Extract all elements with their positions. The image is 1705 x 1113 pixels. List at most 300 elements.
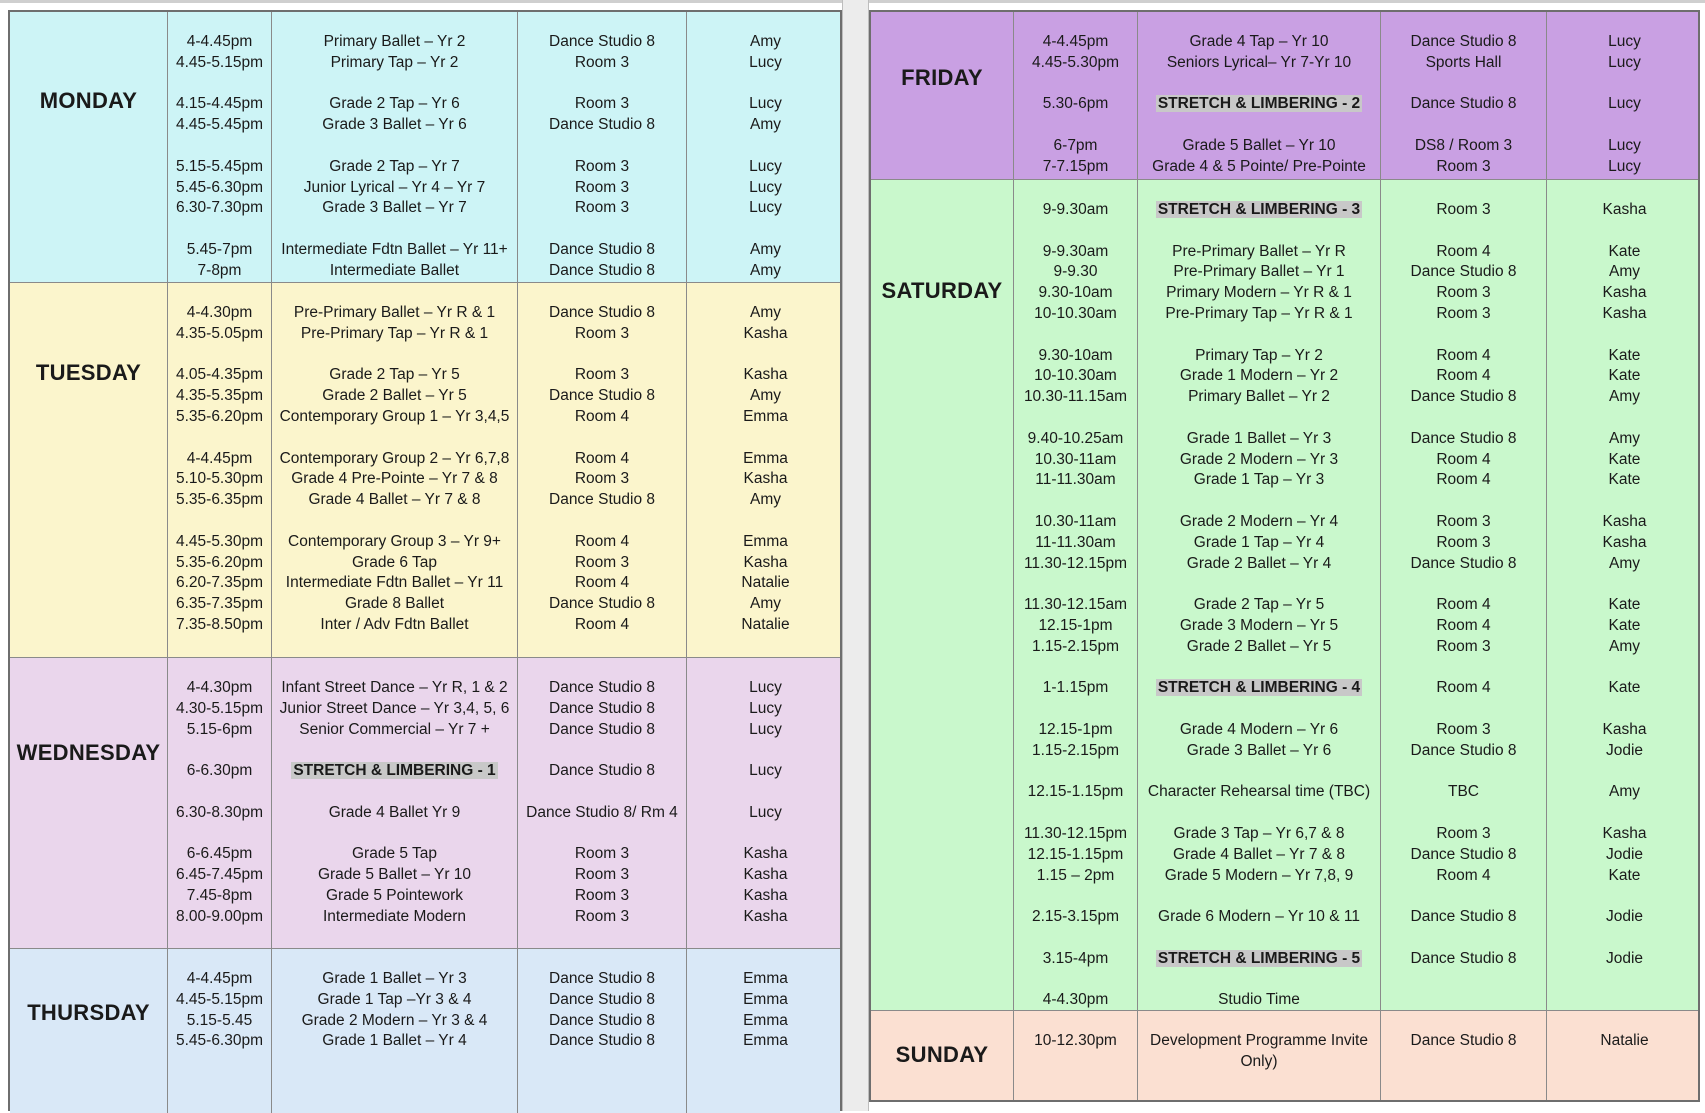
time-column — [168, 658, 272, 948]
teacher-column — [687, 658, 844, 948]
teacher-name: Lucy — [749, 199, 782, 217]
blank-line — [518, 824, 686, 845]
class-name: Grade 3 Modern – Yr 5 — [1179, 616, 1339, 634]
room-name: Room 3 — [574, 845, 630, 863]
time-slot: 12.15-1.15pm — [1027, 783, 1124, 801]
blank-line — [1014, 408, 1137, 429]
blank-line — [687, 345, 844, 366]
room-name: Room 4 — [1436, 679, 1491, 697]
day-label-text: TUESDAY — [35, 360, 142, 385]
teacher-name: Amy — [750, 261, 781, 279]
class-name — [1138, 94, 1380, 115]
room-name: Room 3 — [574, 907, 630, 925]
teacher-name: Lucy — [1608, 136, 1641, 154]
class-name: Grade 2 Modern – Yr 3 & 4 — [301, 1011, 488, 1029]
room-name: Room 3 — [1436, 512, 1491, 530]
class-name: Grade 2 Tap – Yr 5 — [1193, 596, 1325, 614]
teacher-name: Kasha — [1602, 512, 1647, 530]
blank-line — [272, 345, 517, 366]
blank-line — [1014, 928, 1137, 949]
time-slot: 4.45-5.15pm — [175, 990, 264, 1008]
blank-line — [1014, 969, 1137, 990]
blank-line — [1138, 325, 1380, 346]
blank-line — [1381, 886, 1546, 907]
blank-line — [272, 136, 517, 157]
time-slot: 11-11.30am — [1035, 471, 1116, 489]
room-name: Dance Studio 8 — [549, 699, 655, 717]
blank-line — [518, 219, 686, 240]
blank-line — [1547, 574, 1702, 595]
room-name: Dance Studio 8 — [549, 1032, 655, 1050]
blank-line — [1138, 221, 1380, 242]
class-name: Grade 1 Ballet – Yr 3 — [1186, 429, 1332, 447]
blank-line — [687, 219, 844, 240]
class-name: Grade 3 Ballet – Yr 6 — [1186, 741, 1332, 759]
class-name: Seniors Lyrical– Yr 7-Yr 10 — [1166, 53, 1352, 71]
blank-line — [272, 428, 517, 449]
time-slot: 11.30-12.15am — [1023, 596, 1128, 614]
room-name: Room 4 — [1436, 242, 1491, 260]
class-name: Primary Modern – Yr R & 1 — [1166, 284, 1352, 302]
room-name: Room 4 — [1436, 471, 1491, 489]
teacher-name: Kate — [1608, 346, 1641, 364]
blank-line — [1547, 969, 1702, 990]
class-name: Pre-Primary Tap – Yr R & 1 — [300, 324, 489, 342]
blank-line — [168, 782, 271, 803]
teacher-name: Amy — [1609, 429, 1640, 447]
teacher-name: Kasha — [743, 553, 788, 571]
time-slot: 9-9.30am — [1042, 201, 1109, 218]
room-name: Dance Studio 8 — [549, 33, 655, 50]
room-name: Room 3 — [1436, 304, 1491, 322]
teacher-name: Emma — [743, 990, 788, 1008]
time-slot: 9.30-10am — [1038, 346, 1113, 364]
blank-line — [1138, 928, 1380, 949]
class-column — [1138, 12, 1381, 179]
blank-line — [1381, 928, 1546, 949]
time-slot: 10-10.30am — [1034, 367, 1117, 385]
class-name: Contemporary Group 2 – Yr 6,7,8 — [279, 449, 510, 467]
teacher-name: Emma — [743, 532, 788, 550]
blank-line — [168, 219, 271, 240]
class-name: Grade 2 Modern – Yr 3 — [1179, 450, 1339, 468]
stretch-limbering-highlight: STRETCH & LIMBERING - 3 — [1157, 201, 1361, 218]
room-name: Dance Studio 8 — [1410, 741, 1517, 759]
class-name: Grade 4 Modern – Yr 6 — [1179, 720, 1339, 738]
class-name: Grade 2 Ballet – Yr 5 — [1186, 637, 1332, 655]
time-slot: 4.05-4.35pm — [175, 366, 264, 384]
blank-line — [272, 782, 517, 803]
blank-line — [1138, 762, 1380, 783]
class-name: Grade 1 Tap – Yr 4 — [1193, 533, 1325, 551]
room-name: Dance Studio 8 — [1410, 908, 1517, 926]
teacher-name: Amy — [750, 304, 781, 321]
time-slot: 5.15-5.45 — [186, 1011, 253, 1029]
blank-line — [1547, 325, 1702, 346]
class-name: Inter / Adv Fdtn Ballet — [320, 615, 469, 633]
teacher-name: Jodie — [1605, 949, 1644, 967]
time-column — [1014, 1011, 1138, 1100]
time-slot: 9-9.30 — [1053, 263, 1098, 281]
teacher-name: Amy — [750, 595, 781, 613]
blank-line — [1381, 221, 1546, 242]
teacher-name: Emma — [743, 1032, 788, 1050]
room-name: Room 4 — [1436, 866, 1491, 884]
class-name: Grade 2 Tap – Yr 6 — [329, 95, 460, 113]
time-slot: 5.45-7pm — [186, 240, 253, 258]
time-slot: 12.15-1pm — [1038, 616, 1113, 634]
teacher-column — [687, 283, 844, 657]
blank-line — [1014, 803, 1137, 824]
time-slot: 5.45-6.30pm — [175, 1032, 264, 1050]
teacher-name: Lucy — [749, 53, 782, 71]
time-slot: 1.15 – 2pm — [1036, 866, 1115, 884]
room-name: Dance Studio 8 — [549, 261, 655, 279]
time-slot: 9.30-10am — [1038, 284, 1113, 302]
room-name: Room 4 — [574, 407, 630, 425]
blank-line — [1014, 762, 1137, 783]
teacher-name: Natalie — [1600, 1032, 1649, 1049]
time-slot: 5.15-6pm — [186, 720, 253, 738]
time-slot: 4.15-4.45pm — [175, 95, 264, 113]
time-slot: 1-1.15pm — [1042, 679, 1109, 697]
class-name: Grade 1 Tap –Yr 3 & 4 — [317, 990, 472, 1008]
blank-line — [272, 219, 517, 240]
day-label-text: MONDAY — [39, 88, 138, 113]
teacher-name: Lucy — [1608, 95, 1641, 113]
timetable-right — [869, 10, 1700, 1102]
time-slot: 6.45-7.45pm — [175, 866, 264, 884]
stretch-limbering-highlight: STRETCH & LIMBERING - 1 — [293, 762, 496, 780]
class-name: Pre-Primary Ballet – Yr 1 — [1173, 263, 1345, 281]
day-label-friday — [871, 12, 1014, 179]
day-block-tuesday — [10, 283, 840, 658]
time-column — [168, 283, 272, 657]
teacher-name: Kasha — [743, 470, 788, 488]
teacher-name: Lucy — [1608, 157, 1641, 175]
room-name: Room 4 — [1436, 346, 1491, 364]
room-name: Dance Studio 8 — [549, 720, 655, 738]
teacher-name: Amy — [1609, 263, 1640, 281]
teacher-name: Lucy — [1608, 33, 1641, 50]
blank-line — [518, 428, 686, 449]
class-name: Primary Tap – Yr 2 — [1195, 346, 1323, 364]
blank-line — [1138, 115, 1380, 136]
time-slot: 10.30-11am — [1034, 512, 1117, 530]
class-name: Grade 3 Tap – Yr 6,7 & 8 — [1173, 824, 1345, 842]
time-slot: 4-4.30pm — [186, 679, 253, 696]
teacher-name: Natalie — [741, 574, 790, 592]
teacher-name: Kasha — [743, 366, 788, 384]
time-slot: 4.35-5.35pm — [175, 387, 264, 405]
blank-line — [518, 782, 686, 803]
teacher-name: Kasha — [1602, 824, 1647, 842]
teacher-name: Amy — [750, 387, 781, 405]
class-name: Primary Ballet – Yr 2 — [1188, 388, 1330, 406]
class-name: Grade 2 Ballet – Yr 5 — [322, 387, 467, 405]
blank-line — [1138, 74, 1380, 95]
room-name: Room 4 — [1436, 596, 1491, 614]
blank-line — [1014, 886, 1137, 907]
teacher-name: Kasha — [1602, 533, 1647, 551]
blank-line — [687, 74, 844, 95]
teacher-name: Amy — [1609, 783, 1640, 801]
blank-line — [1547, 221, 1702, 242]
class-name: Grade 2 Tap – Yr 7 — [329, 157, 460, 175]
room-name: Dance Studio 8 — [549, 116, 655, 134]
blank-line — [272, 511, 517, 532]
blank-line — [1547, 115, 1702, 136]
time-slot: 4-4.45pm — [186, 449, 253, 467]
blank-line — [518, 74, 686, 95]
blank-line — [1014, 491, 1137, 512]
room-name: Room 4 — [1436, 367, 1491, 385]
time-slot: 4.35-5.05pm — [175, 324, 264, 342]
room-name: Room 3 — [1436, 533, 1491, 551]
class-name: Grade 4 Pre-Pointe – Yr 7 & 8 — [291, 470, 498, 488]
blank-line — [1547, 699, 1702, 720]
class-name: Pre-Primary Ballet – Yr R — [1172, 242, 1346, 260]
time-slot: 5.15-5.45pm — [175, 157, 264, 175]
blank-line — [1381, 969, 1546, 990]
time-slot: 5.30-6pm — [1042, 95, 1109, 113]
room-column — [1381, 12, 1547, 179]
class-name: Primary Ballet – Yr 2 — [323, 33, 466, 50]
class-column — [1138, 180, 1381, 1010]
room-name: TBC — [1448, 783, 1479, 801]
teacher-name: Amy — [1609, 554, 1640, 572]
class-name: Grade 5 Tap — [351, 845, 438, 863]
teacher-name: Kate — [1608, 679, 1641, 697]
room-name: Room 3 — [574, 366, 630, 384]
class-name: Intermediate Fdtn Ballet – Yr 11 — [285, 574, 504, 592]
class-name: Grade 4 Tap – Yr 10 — [1189, 33, 1329, 50]
teacher-name: Kate — [1608, 471, 1641, 489]
blank-line — [687, 428, 844, 449]
blank-line — [1014, 325, 1137, 346]
time-slot: 10-10.30am — [1034, 304, 1117, 322]
teacher-name: Kasha — [1602, 201, 1647, 218]
class-name: Grade 4 Ballet – Yr 7 & 8 — [1172, 845, 1346, 863]
time-slot: 4.45-5.45pm — [175, 116, 264, 134]
class-column — [272, 12, 518, 282]
teacher-name: Emma — [743, 407, 788, 425]
teacher-name: Jodie — [1605, 908, 1644, 926]
teacher-name: Lucy — [749, 720, 782, 738]
time-slot: 5.45-6.30pm — [175, 178, 264, 196]
blank-line — [518, 740, 686, 761]
blank-line — [1138, 408, 1380, 429]
class-name: Grade 1 Ballet – Yr 4 — [322, 1032, 467, 1050]
teacher-column — [1547, 12, 1702, 179]
class-name: Grade 4 Ballet – Yr 7 & 8 — [308, 491, 481, 509]
teacher-name: Kate — [1608, 616, 1641, 634]
room-name: Dance Studio 8 — [549, 387, 655, 405]
time-slot: 6.30-8.30pm — [175, 803, 264, 821]
blank-line — [1381, 990, 1546, 1011]
blank-line — [687, 740, 844, 761]
blank-line — [518, 136, 686, 157]
blank-line — [687, 136, 844, 157]
class-column — [272, 658, 518, 948]
teacher-name: Amy — [750, 240, 781, 258]
blank-line — [1138, 491, 1380, 512]
class-name: Contemporary Group 1 – Yr 3,4,5 — [279, 407, 510, 425]
class-name: Grade 1 Tap – Yr 3 — [1193, 471, 1325, 489]
room-name: Room 3 — [574, 199, 630, 217]
time-column — [1014, 12, 1138, 179]
blank-line — [1381, 803, 1546, 824]
class-name: Pre-Primary Ballet – Yr R & 1 — [293, 304, 496, 321]
time-slot: 4-4.45pm — [186, 970, 253, 987]
blank-line — [272, 740, 517, 761]
time-slot: 4-4.45pm — [1042, 33, 1109, 50]
blank-line — [1014, 699, 1137, 720]
blank-line — [518, 345, 686, 366]
teacher-name: Kasha — [743, 845, 788, 863]
teacher-name: Kate — [1608, 866, 1641, 884]
time-slot: 4-4.30pm — [186, 304, 253, 321]
teacher-name: Kate — [1608, 450, 1641, 468]
room-name: DS8 / Room 3 — [1414, 136, 1513, 154]
day-label-text: FRIDAY — [901, 65, 983, 90]
blank-line — [272, 824, 517, 845]
day-block-sunday — [871, 1011, 1698, 1100]
class-name: Development Programme Invite Only) — [1150, 1032, 1368, 1070]
room-name: Room 3 — [574, 157, 630, 175]
blank-line — [1381, 658, 1546, 679]
blank-line — [1138, 699, 1380, 720]
room-name: Room 3 — [1436, 157, 1491, 175]
time-slot: 10-12.30pm — [1034, 1032, 1117, 1049]
day-block-saturday — [871, 180, 1698, 1011]
class-name: Grade 5 Pointework — [326, 886, 463, 904]
room-column — [518, 658, 687, 948]
class-name — [272, 761, 517, 782]
room-name: Room 3 — [1436, 201, 1491, 218]
blank-line — [687, 824, 844, 845]
room-name: Room 3 — [574, 95, 630, 113]
time-slot: 4.45-5.15pm — [175, 53, 264, 71]
teacher-name: Amy — [750, 491, 781, 509]
class-name: Grade 6 Modern – Yr 10 & 11 — [1158, 908, 1360, 926]
room-name: Dance Studio 8 — [1410, 949, 1517, 967]
day-label-text: THURSDAY — [27, 1000, 150, 1025]
room-name: Room 3 — [1436, 284, 1491, 302]
blank-line — [687, 511, 844, 532]
time-slot: 5.35-6.35pm — [175, 491, 264, 509]
room-name: Dance Studio 8 — [1410, 429, 1517, 447]
room-name: Dance Studio 8 — [549, 1011, 655, 1029]
time-slot: 5.10-5.30pm — [175, 470, 264, 488]
time-slot: 4.30-5.15pm — [175, 699, 264, 717]
blank-line — [1547, 886, 1702, 907]
stretch-limbering-highlight: STRETCH & LIMBERING - 4 — [1157, 679, 1361, 697]
class-name: Grade 3 Ballet – Yr 6 — [322, 116, 467, 134]
class-name: Intermediate Modern — [322, 907, 467, 925]
class-name: Primary Tap – Yr 2 — [330, 53, 459, 71]
teacher-name: Kasha — [743, 866, 788, 884]
time-slot: 8.00-9.00pm — [175, 907, 264, 925]
blank-line — [1381, 699, 1546, 720]
teacher-column — [687, 949, 844, 1113]
class-name: Character Rehearsal time (TBC) — [1147, 783, 1371, 801]
time-slot: 11.30-12.15pm — [1023, 554, 1128, 572]
teacher-name: Kasha — [1602, 284, 1647, 302]
room-column — [518, 283, 687, 657]
class-name: Intermediate Ballet — [329, 261, 460, 279]
room-column — [1381, 1011, 1547, 1100]
blank-line — [518, 511, 686, 532]
room-name: Dance Studio 8 — [549, 491, 655, 509]
room-name: Dance Studio 8/ Rm 4 — [526, 803, 678, 821]
class-name: Intermediate Fdtn Ballet – Yr 11+ — [281, 240, 508, 258]
class-name: Studio Time — [1218, 991, 1300, 1009]
time-slot: 11-11.30am — [1035, 533, 1116, 551]
day-label-thursday — [10, 949, 168, 1113]
blank-line — [1014, 74, 1137, 95]
time-column — [1014, 180, 1138, 1010]
time-slot: 11.30-12.15pm — [1023, 824, 1128, 842]
class-name: Grade 6 Tap — [351, 553, 438, 571]
room-name: Room 4 — [574, 532, 630, 550]
class-name: Contemporary Group 3 – Yr 9+ — [288, 532, 501, 550]
teacher-name: Kate — [1608, 367, 1641, 385]
teacher-name: Lucy — [749, 95, 782, 113]
time-slot: 12.15-1pm — [1038, 720, 1113, 738]
class-name: Grade 1 Modern – Yr 2 — [1179, 367, 1339, 385]
room-name: Dance Studio 8 — [549, 240, 655, 258]
teacher-name: Jodie — [1605, 845, 1644, 863]
blank-line — [1381, 115, 1546, 136]
day-label-text: SATURDAY — [881, 278, 1003, 303]
teacher-name: Emma — [743, 1011, 788, 1029]
day-block-friday — [871, 12, 1698, 180]
class-name: Grade 2 Modern – Yr 4 — [1179, 512, 1339, 530]
blank-line — [1381, 491, 1546, 512]
time-slot: 6.30-7.30pm — [175, 199, 264, 217]
class-name: Grade 2 Tap – Yr 5 — [329, 366, 460, 384]
time-slot: 9-9.30am — [1042, 242, 1109, 260]
room-name: Dance Studio 8 — [549, 595, 655, 613]
room-name: Room 3 — [574, 178, 630, 196]
room-name: Dance Studio 8 — [549, 990, 655, 1008]
day-label-monday — [10, 12, 168, 282]
teacher-name: Lucy — [749, 699, 782, 717]
blank-line — [168, 511, 271, 532]
class-name: Grade 2 Ballet – Yr 4 — [1186, 554, 1332, 572]
time-slot: 6.20-7.35pm — [175, 574, 264, 592]
class-name: Junior Lyrical – Yr 4 – Yr 7 — [303, 178, 486, 196]
stretch-limbering-highlight: STRETCH & LIMBERING - 5 — [1157, 949, 1361, 967]
teacher-name: Lucy — [749, 157, 782, 175]
blank-line — [1547, 762, 1702, 783]
time-slot: 10.30-11.15am — [1023, 388, 1128, 406]
teacher-name: Kasha — [743, 886, 788, 904]
room-name: Room 4 — [574, 615, 630, 633]
teacher-name: Jodie — [1605, 741, 1644, 759]
teacher-name: Amy — [750, 116, 781, 134]
class-column — [272, 283, 518, 657]
time-column — [168, 12, 272, 282]
blank-line — [168, 824, 271, 845]
time-slot: 6-6.45pm — [186, 845, 253, 863]
class-column — [272, 949, 518, 1113]
room-name: Dance Studio 8 — [1410, 95, 1517, 113]
room-name: Room 3 — [574, 324, 630, 342]
blank-line — [168, 345, 271, 366]
stretch-limbering-highlight: STRETCH & LIMBERING - 2 — [1157, 95, 1361, 113]
